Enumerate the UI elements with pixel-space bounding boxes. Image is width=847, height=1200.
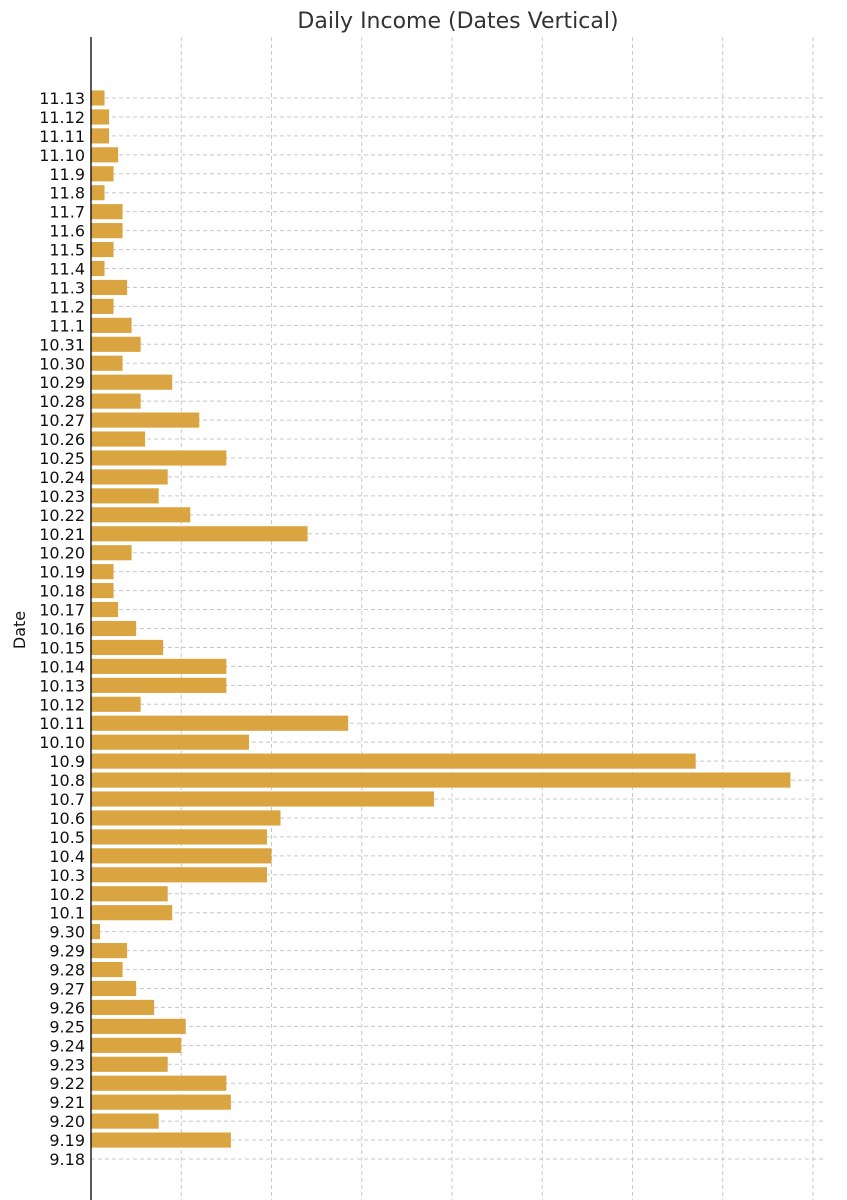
bar (91, 621, 136, 636)
bar (91, 1000, 154, 1015)
bar (91, 829, 267, 844)
y-tick-label: 9.19 (49, 1131, 85, 1151)
bar (91, 886, 168, 901)
bar (91, 981, 136, 996)
y-tick-label: 10.15 (39, 638, 85, 658)
y-tick-label: 11.4 (49, 259, 85, 279)
bar (91, 431, 145, 446)
y-tick-label: 10.21 (39, 524, 85, 544)
y-tick-label: 9.18 (49, 1150, 85, 1169)
bar (91, 716, 348, 731)
y-tick-label: 11.10 (39, 145, 85, 165)
bar (91, 1076, 226, 1091)
y-tick-label: 10.1 (49, 903, 85, 923)
bar (91, 754, 696, 769)
bar (91, 810, 281, 825)
y-tick-label: 10.14 (39, 657, 85, 677)
bar (91, 223, 123, 238)
bar (91, 924, 100, 939)
bar (91, 337, 141, 352)
chart-title: Daily Income (Dates Vertical) (297, 9, 619, 34)
y-tick-label: 9.25 (49, 1017, 85, 1037)
bar (91, 1057, 168, 1072)
bar (91, 943, 127, 958)
bar (91, 261, 105, 276)
bar (91, 583, 114, 598)
y-tick-label: 10.28 (39, 392, 85, 412)
y-tick-label: 10.9 (49, 752, 85, 772)
y-tick-label: 10.20 (39, 543, 85, 563)
bar (91, 356, 123, 371)
bar (91, 659, 226, 674)
y-tick-label: 9.20 (49, 1112, 85, 1132)
bar (91, 1114, 159, 1129)
y-tick-label: 10.11 (39, 714, 85, 734)
y-tick-label: 10.3 (49, 865, 85, 885)
y-tick-label: 10.19 (39, 562, 85, 582)
y-tick-label: 9.22 (49, 1074, 85, 1094)
y-tick-label: 11.1 (49, 316, 85, 336)
bar (91, 185, 105, 200)
grid-lines (91, 37, 826, 1200)
y-tick-label: 10.26 (39, 430, 85, 450)
bar (91, 735, 249, 750)
bar (91, 564, 114, 579)
y-tick-label: 11.12 (39, 107, 85, 127)
bar (91, 507, 190, 522)
bar (91, 109, 109, 124)
bar (91, 905, 172, 920)
bar (91, 413, 199, 428)
y-tick-label: 10.17 (39, 600, 85, 620)
y-tick-label: 9.29 (49, 941, 85, 961)
bar (91, 1132, 231, 1147)
y-tick-label: 9.24 (49, 1036, 85, 1056)
y-tick-label: 11.7 (49, 202, 85, 222)
bar (91, 299, 114, 314)
bar (91, 640, 163, 655)
bar (91, 394, 141, 409)
y-tick-label: 10.23 (39, 486, 85, 506)
bar (91, 242, 114, 257)
bar (91, 128, 109, 143)
bar (91, 147, 118, 162)
bar (91, 772, 790, 787)
bar (91, 204, 123, 219)
bar (91, 488, 159, 503)
bar (91, 318, 132, 333)
y-tick-label: 10.13 (39, 676, 85, 696)
y-tick-label: 11.9 (49, 164, 85, 184)
y-tick-label: 10.31 (39, 335, 85, 355)
bar (91, 280, 127, 295)
y-tick-label: 10.12 (39, 695, 85, 715)
y-tick-label: 9.27 (49, 979, 85, 999)
bar (91, 1038, 181, 1053)
y-tick-label: 10.30 (39, 354, 85, 374)
y-tick-label: 10.27 (39, 411, 85, 431)
y-tick-label: 11.2 (49, 297, 85, 317)
bar (91, 678, 226, 693)
y-tick-label: 9.28 (49, 960, 85, 980)
y-tick-label: 11.8 (49, 183, 85, 203)
y-tick-label: 9.21 (49, 1093, 85, 1113)
bar (91, 867, 267, 882)
y-tick-label: 9.23 (49, 1055, 85, 1075)
y-tick-label: 10.22 (39, 505, 85, 525)
y-tick-label: 11.13 (39, 89, 85, 108)
y-tick-label: 10.10 (39, 733, 85, 753)
bar (91, 602, 118, 617)
bar (91, 545, 132, 560)
bar (91, 1095, 231, 1110)
bar (91, 375, 172, 390)
y-tick-label: 10.4 (49, 846, 85, 866)
y-tick-labels (39, 89, 85, 1169)
y-tick-label: 11.5 (49, 240, 85, 260)
y-tick-label: 10.29 (39, 373, 85, 393)
y-tick-label: 9.26 (49, 998, 85, 1018)
y-axis-label: Date (10, 610, 29, 650)
y-tick-label: 9.30 (49, 922, 85, 942)
y-tick-label: 11.6 (49, 221, 85, 241)
y-tick-label: 10.6 (49, 808, 85, 828)
y-tick-label: 10.8 (49, 771, 85, 791)
bar (91, 697, 141, 712)
bar (91, 962, 123, 977)
y-tick-label: 11.11 (39, 126, 85, 146)
bar (91, 526, 308, 541)
y-tick-label: 10.25 (39, 448, 85, 468)
y-tick-label: 11.3 (49, 278, 85, 298)
y-tick-label: 10.2 (49, 884, 85, 904)
bar (91, 1019, 186, 1034)
bar (91, 90, 105, 105)
y-tick-label: 10.18 (39, 581, 85, 601)
bar (91, 450, 226, 465)
y-tick-label: 10.16 (39, 619, 85, 639)
bar (91, 791, 434, 806)
bar (91, 166, 114, 181)
bar (91, 848, 272, 863)
y-tick-label: 10.24 (39, 467, 85, 487)
bar (91, 469, 168, 484)
y-tick-label: 10.7 (49, 790, 85, 810)
y-tick-label: 10.5 (49, 827, 85, 847)
bars-group (91, 90, 790, 1147)
